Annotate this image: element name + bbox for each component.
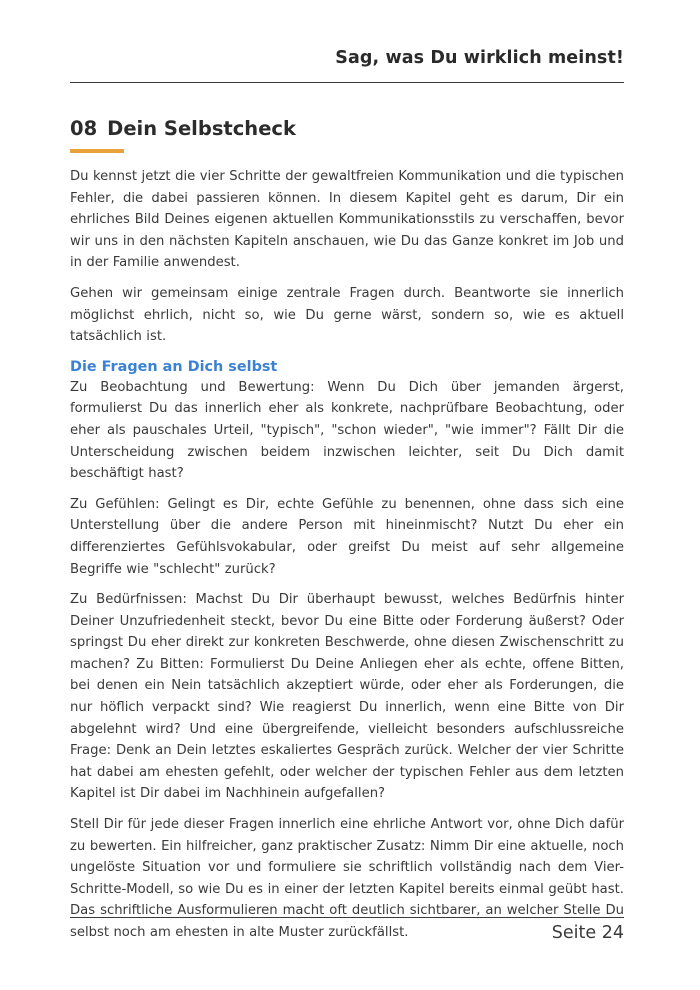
section-heading: Die Fragen an Dich selbst (70, 358, 278, 375)
section-paragraph-2: Zu Gefühlen: Gelingt es Dir, echte Gefühle zu benennen, ohne dass sich eine Unterstellung über die andere Person mit hineinmischt? Nutzt Du eher ein differenziertes Gefühlsvokabular, oder greifst Du meist auf sehr allgemeine Begriffe wie "schlecht" zurück? (70, 496, 624, 577)
page-body (70, 166, 624, 953)
running-header-title: Sag, was Du wirklich meinst! (335, 48, 624, 68)
section-paragraph-1: Zu Beobachtung und Bewertung: Wenn Du Dich über jemanden ärgerst, formulierst Du das innerlich eher als konkrete, nachprüfbare Beobachtung, oder eher als pauschales Urteil, "typisch", "schon wieder", "wie immer"? Fällt Dir die Unterscheidung zwischen beidem inzwischen leichter, seit Du Dich damit beschäftigt hast? (70, 379, 624, 482)
footer-divider (70, 917, 624, 918)
chapter-number: 08 (70, 117, 98, 140)
page-number: Seite 24 (551, 923, 624, 943)
intro-paragraph-2: Gehen wir gemeinsam einige zentrale Fragen durch. Beantworte sie innerlich möglichst ehrlich, nicht so, wie Du gerne wärst, sondern so, wie es aktuell tatsächlich ist. (70, 285, 624, 345)
chapter-title-text: Dein Selbstcheck (107, 117, 296, 140)
chapter-title (70, 117, 296, 140)
header-divider (70, 82, 624, 83)
section-paragraph-4: Stell Dir für jede dieser Fragen innerlich eine ehrliche Antwort vor, ohne Dich dafür zu bewerten. Ein hilfreicher, ganz praktischer Zusatz: Nimm Dir eine aktuelle, noch ungelöste Situation vor und formuliere sie schriftlich vollständig nach dem Vier- Schritte-Modell, so wie Du es in einer der letzten Kapitel bereits einmal geübt hast. Das schriftliche Ausformulieren macht oft deutlich sichtbarer, an welcher Stelle Du selbst noch am ehesten in alte Muster zurückfällst. (70, 817, 624, 940)
chapter-title-accent-bar (70, 149, 124, 153)
intro-paragraph-1: Du kennst jetzt die vier Schritte der gewaltfreien Kommunikation und die typischen Fehler, die dabei passieren können. In diesem Kapitel geht es darum, Dir ein ehrliches Bild Deines eigenen aktuellen Kommunikationsstils zu verschaffen, bevor wir uns in den nächsten Kapiteln anschauen, wie Du das Ganze konkret im Job und in der Familie anwendest. (70, 169, 624, 271)
section-paragraph-3: Zu Bedürfnissen: Machst Du Dir überhaupt bewusst, welches Bedürfnis hinter Deiner Unzufriedenheit steckt, bevor Du eine Bitte oder Forderung äußerst? Oder springst Du eher direkt zur konkreten Beschwerde, ohne diesen Zwischenschritt zu machen? Zu Bitten: Formulierst Du Deine Anliegen eher als echte, offene Bitten, bei denen ein Nein tatsächlich akzeptiert würde, oder eher als Forderungen, die nur höflich verpackt sind? Wie reagierst Du innerlich, wenn eine Bitte von Dir abgelehnt wird? Und eine übergreifende, vielleicht besonders aufschlussreiche Frage: Denk an Dein letztes eskaliertes Gespräch zurück. Welcher der vier Schritte hat dabei am ehesten gefehlt, oder welcher der typischen Fehler aus dem letzten Kapitel ist Dir dabei im Nachhinein aufgefallen? (70, 592, 624, 802)
